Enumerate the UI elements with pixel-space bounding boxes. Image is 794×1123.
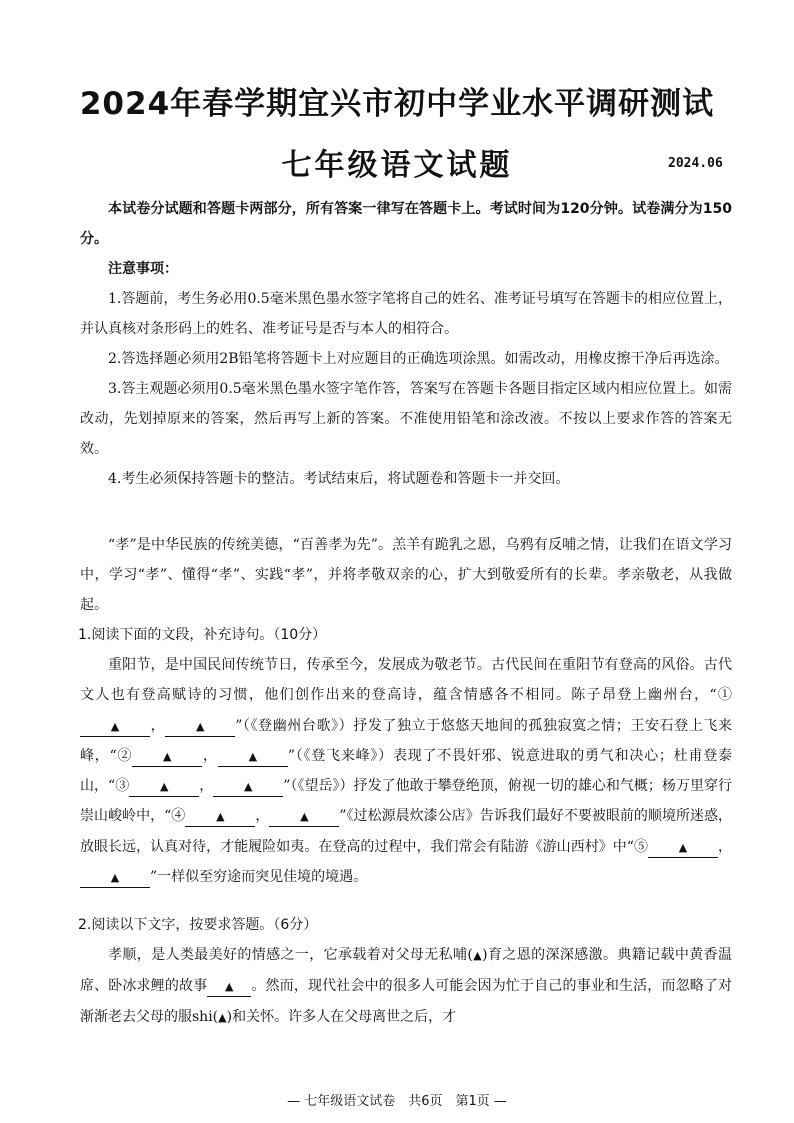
exam-subtitle: 七年级语文试题: [281, 148, 513, 183]
instructions: [80, 194, 732, 494]
notice-item-3: 3.答主观题必须用0.5毫米黑色墨水签字笔作答，答案写在答题卡各题目指定区域内相应位置上。如需改动，先划掉原来的答案，然后再写上新的答案。不准使用铅笔和涂改液。不按以上要求作答的答案无效。: [80, 381, 732, 457]
answer-blank-pinyin-2: ▲: [218, 1010, 227, 1024]
notice-item-2: 2.答选择题必须用2B铅笔将答题卡上对应题目的正确选项涂黑。如需改动，用橡皮擦干净后再选涂。: [108, 351, 729, 367]
question-2-prompt: 2.阅读以下文字，按要求答题。（6分）: [78, 917, 318, 933]
notice-item-1: 1.答题前，考生务必用0.5毫米黑色墨水签字笔将自己的姓名、准考证号填写在答题卡的相应位置上，并认真核对条形码上的姓名、准考证号是否与本人的相符合。: [80, 291, 732, 337]
question-2-passage: 孝顺，是人类最美好的情感之一，它承载着对父母无私哺(▲)育之恩的深深感激。典籍记载中黄香温席、卧冰求鲤的故事 ▲ 。然而，现代社会中的很多人可能会因为忙于自己的事业和生活，而忽略了对渐渐老去父母的服shi(▲)和关怀。许多人在父母离世之后，才: [80, 947, 733, 1025]
answer-blank-5a: ▲: [648, 838, 718, 858]
answer-blank-3a: ▲: [129, 777, 199, 797]
answer-blank-1b: ▲: [165, 717, 235, 737]
question-1-prompt: 1.阅读下面的文段，补充诗句。（10分）: [78, 627, 327, 643]
answer-blank-4a: ▲: [185, 807, 255, 827]
question-1-passage: 重阳节，是中国民间传统节日，传承至今，发展成为敬老节。古代民间在重阳节有登高的风俗。古代文人也有登高赋诗的习惯，他们创作出来的登高诗，蕴含情感各不相同。陈子昂登上幽州台，“①▲ ， ▲ ”（《登幽州台歌》）抒发了独立于悠悠天地间的孤独寂寞之情；王安石登上飞来峰，“② ▲ ， ▲ ”（《登飞来峰》）表现了不畏奸邪、锐意进取的勇气和决心；杜甫登泰山，“③ ▲ ， ▲ ”（《望岳》）抒发了他敢于攀登绝顶，俯视一切的雄心和气概；杨万里穿行崇山峻岭中，“④ ▲ ， ▲ ”《过松源晨炊漆公店》告诉我们最好不要被眼前的顺境所迷惑，放眼长远，认真对待，才能履险如夷。在登高的过程中，我们常会有陆游《游山西村》中“⑤ ▲ ，▲ ”一样似至穷途而突见佳境的境遇。: [80, 650, 732, 892]
exam-date: 2024.06: [668, 156, 723, 171]
answer-blank-idiom: ▲: [207, 977, 251, 997]
answer-blank-1a: ▲: [80, 717, 150, 737]
notice-item-4: 4.考生必须保持答题卡的整洁。考试结束后，将试题卷和答题卡一并交回。: [108, 471, 570, 487]
answer-blank-2b: ▲: [218, 747, 288, 767]
answer-blank-2a: ▲: [132, 747, 202, 767]
exam-title: 2024年春学期宜兴市初中学业水平调研测试: [79, 86, 715, 122]
section-intro: “孝”是中华民族的传统美德，“百善孝为先”。羔羊有跪乳之恩，乌鸦有反哺之情，让我们在语文学习中，学习“孝”、懂得“孝”、实践“孝”，并将孝敬双亲的心，扩大到敬爱所有的长辈。孝亲敬老，从我做起。: [80, 537, 732, 613]
answer-blank-3b: ▲: [213, 777, 283, 797]
question-2: [80, 910, 732, 1033]
answer-blank-5b: ▲: [80, 868, 150, 888]
answer-blank-pinyin-1: ▲: [472, 949, 483, 962]
section-intro-block: [80, 530, 732, 620]
notice-title: 注意事项：: [108, 261, 178, 277]
answer-blank-4b: ▲: [269, 807, 339, 827]
page-footer: — 七年级语文试卷 共6页 第1页 —: [287, 1094, 507, 1109]
question-1: [80, 620, 732, 892]
instructions-intro: 本试卷分试题和答题卡两部分，所有答案一律写在答题卡上。考试时间为120分钟。试卷满分为150分。: [80, 201, 732, 247]
